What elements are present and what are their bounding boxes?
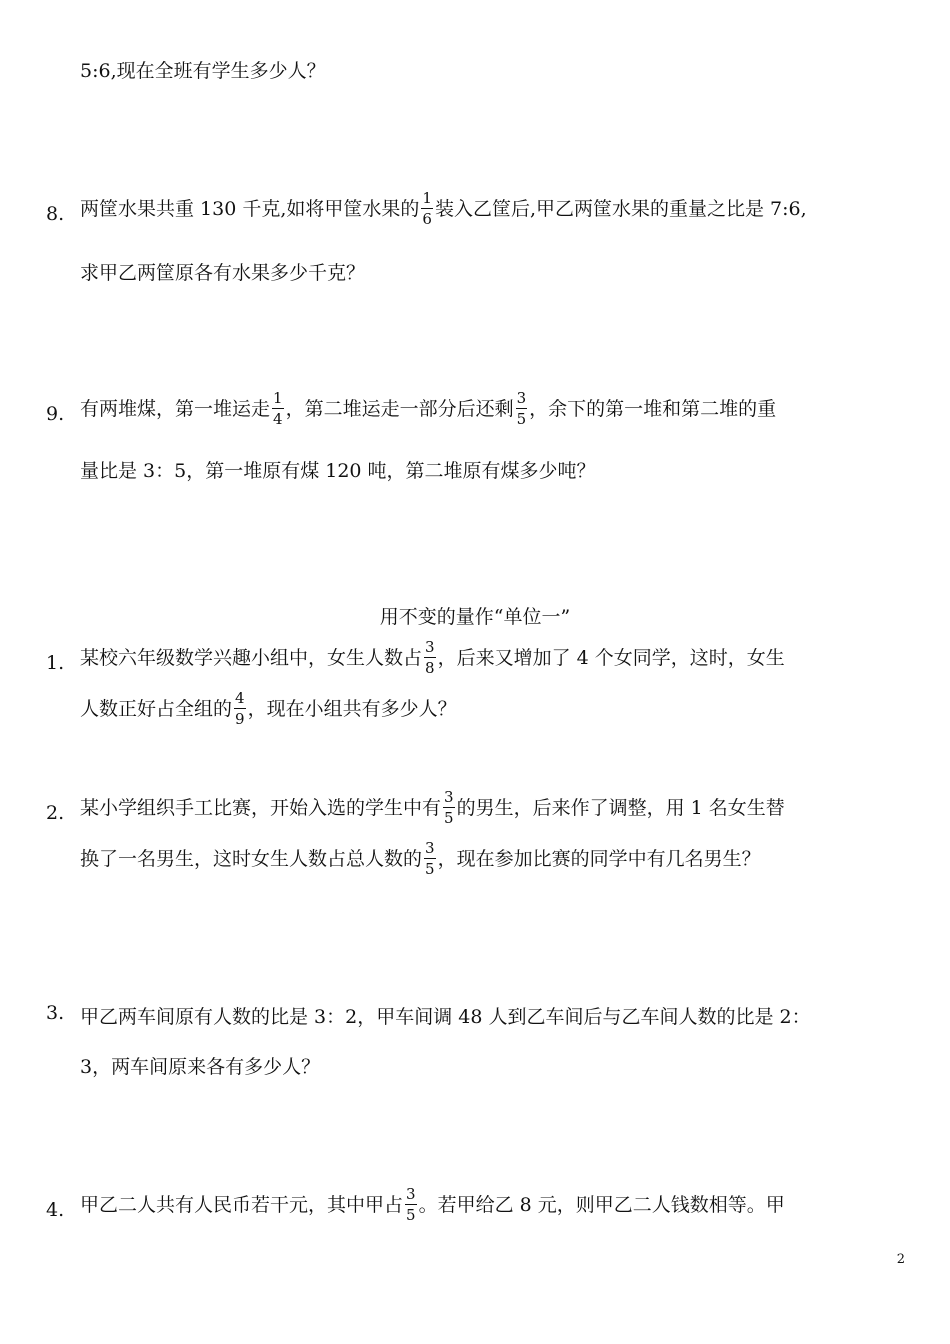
text: 。若甲给乙 8 元，则甲乙二人钱数相等。甲 [418, 1194, 785, 1216]
denominator: 5 [516, 410, 527, 428]
section-title: 用不变的量作“单位一” [379, 606, 571, 628]
problem-8-number: 8. [46, 203, 65, 225]
problem-9-line-2: 量比是 3：5，第一堆原有煤 120 吨，第二堆原有煤多少吨？ [80, 460, 596, 482]
text: 人数正好占全组的 [80, 698, 233, 720]
section-q3-line-2: 3，两车间原来各有多少人？ [80, 1056, 321, 1078]
problem-8-line-1 [80, 189, 807, 228]
denominator: 5 [444, 809, 454, 827]
section-q2-line-2 [80, 839, 761, 878]
section-q1-line-1 [80, 638, 785, 677]
fraction [234, 691, 246, 727]
denominator: 5 [406, 1206, 416, 1224]
denominator: 8 [425, 659, 435, 677]
text: 两筐水果共重 130 千克,如将甲筐水果的 [80, 198, 420, 220]
text: 某小学组织手工比赛，开始入选的学生中有 [80, 797, 442, 819]
section-q1-number: 1. [46, 652, 65, 674]
numerator: 4 [235, 689, 245, 707]
text: 有两堆煤，第一堆运走 [80, 398, 271, 420]
text: 甲乙二人共有人民币若干元，其中甲占 [80, 1194, 404, 1216]
text: ，余下的第一堆和第二堆的重 [529, 398, 777, 420]
text: ，现在参加比赛的同学中有几名男生？ [437, 848, 761, 870]
section-q1-line-2 [80, 689, 457, 728]
fraction [424, 640, 436, 676]
denominator: 6 [422, 210, 432, 228]
numerator: 3 [425, 839, 435, 857]
fraction [424, 841, 436, 877]
numerator: 3 [425, 638, 435, 656]
text: ，第二堆运走一部分后还剩 [285, 398, 514, 420]
denominator: 9 [235, 710, 245, 728]
text: 换了一名男生，这时女生人数占总人数的 [80, 848, 423, 870]
problem-9-number: 9. [46, 403, 65, 425]
fraction [443, 790, 455, 826]
page-number: 2 [896, 1252, 905, 1267]
problem-8-line-2: 求甲乙两筐原各有水果多少千克？ [80, 262, 366, 284]
text: ，现在小组共有多少人？ [247, 698, 457, 720]
section-q4-number: 4. [46, 1199, 65, 1221]
problem-7-continuation: 5:6,现在全班有学生多少人？ [80, 60, 326, 82]
numerator: 3 [444, 788, 454, 806]
text: 的男生，后来作了调整，用 1 名女生替 [456, 797, 785, 819]
numerator: 1 [422, 189, 432, 207]
fraction [405, 1187, 417, 1223]
text: ，后来又增加了 4 个女同学，这时，女生 [437, 647, 785, 669]
text: 某校六年级数学兴趣小组中，女生人数占 [80, 647, 423, 669]
section-q3-line-1: 甲乙两车间原有人数的比是 3：2，甲车间调 48 人到乙车间后与乙车间人数的比是 2： [80, 1006, 811, 1028]
fraction [272, 391, 284, 427]
fraction [421, 191, 433, 227]
numerator: 3 [406, 1185, 416, 1203]
fraction [516, 391, 528, 427]
section-q3-number: 3. [46, 1002, 65, 1024]
text: 装入乙筐后,甲乙两筐水果的重量之比是 7:6, [434, 198, 807, 220]
section-q2-line-1 [80, 788, 785, 827]
section-q2-number: 2. [46, 802, 65, 824]
denominator: 4 [273, 410, 283, 428]
numerator: 3 [516, 389, 527, 407]
problem-9-line-1 [80, 389, 777, 428]
section-q4-line-1 [80, 1185, 785, 1224]
denominator: 5 [425, 860, 435, 878]
numerator: 1 [273, 389, 283, 407]
